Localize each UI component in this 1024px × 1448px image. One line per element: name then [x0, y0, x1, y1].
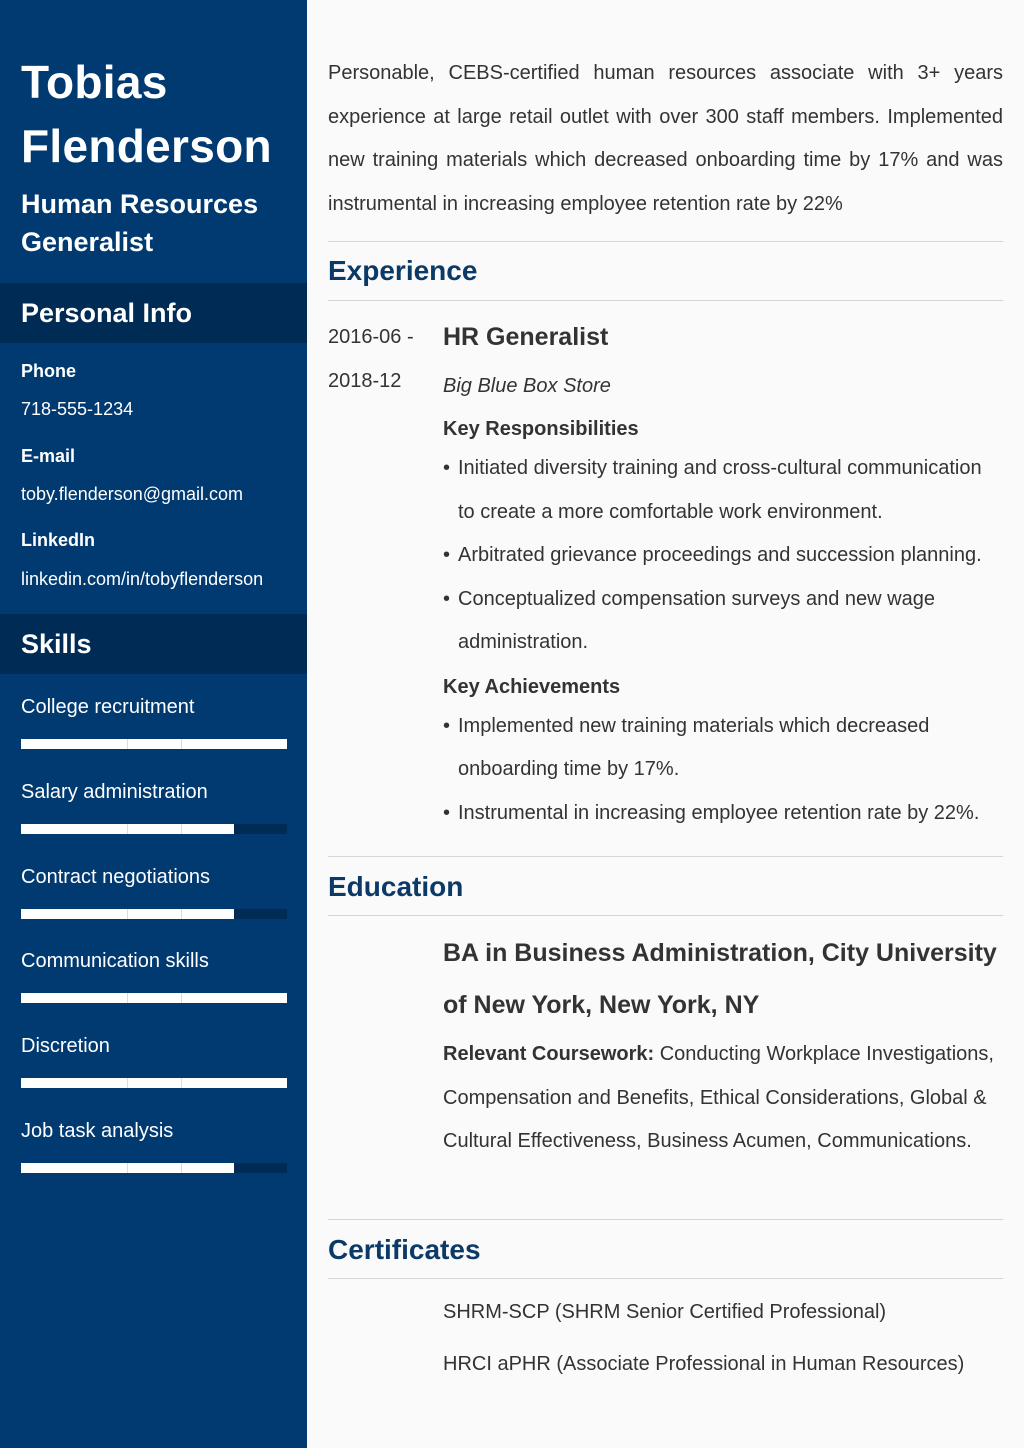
skill-name: Salary administration — [21, 781, 208, 803]
skill-segment-divider — [181, 1078, 182, 1088]
skill-segment-divider — [127, 1078, 128, 1088]
personal-info-heading: Personal Info — [21, 298, 193, 328]
skill-bar — [21, 824, 287, 834]
skill-name: Job task analysis — [21, 1120, 174, 1142]
skill-segment-divider — [181, 824, 182, 834]
linkedin-label: LinkedIn — [21, 530, 96, 550]
divider — [328, 1219, 1003, 1220]
skill-bar — [21, 993, 287, 1003]
skill-segment-divider — [127, 824, 128, 834]
skill-segment-divider — [127, 993, 128, 1003]
coursework-label: Relevant Coursework: — [443, 1043, 655, 1065]
phone-value: 718-555-1234 — [21, 399, 134, 419]
achievements-label: Key Achievements — [443, 675, 621, 698]
skill-segment-divider — [127, 1163, 128, 1173]
achievements-list — [443, 705, 1003, 836]
sidebar — [0, 0, 307, 1448]
skill-name: Discretion — [21, 1035, 110, 1057]
education-heading: Education — [328, 871, 464, 902]
skill-segment-divider — [181, 1163, 182, 1173]
skill-name: Communication skills — [21, 950, 209, 972]
divider — [328, 300, 1003, 301]
divider — [328, 241, 1003, 242]
name-first: Tobias — [21, 56, 168, 108]
list-item: • Initiated diversity training and cross-cultural communication to create a more comfortable work environment. — [443, 447, 1003, 534]
personal-info-band — [0, 283, 307, 343]
skill-bar — [21, 739, 287, 749]
skill-segment-divider — [181, 739, 182, 749]
skills-band — [0, 614, 307, 674]
list-item: • Implemented new training materials which decreased onboarding time by 17%. — [443, 705, 1003, 792]
list-item: • Arbitrated grievance proceedings and succession planning. — [443, 534, 1003, 578]
phone-label: Phone — [21, 361, 77, 381]
certificate-item: SHRM-SCP (SHRM Senior Certified Professional) — [443, 1301, 887, 1323]
list-item: • Conceptualized compensation surveys and new wage administration. — [443, 578, 1003, 665]
skill-segment-divider — [181, 993, 182, 1003]
degree-title: BA in Business Administration, City University of New York, New York, NY — [443, 939, 997, 1019]
divider — [328, 1278, 1003, 1279]
date-start: 2016-06 - — [328, 326, 414, 348]
coursework-text: Conducting Workplace Investigations, Compensation and Benefits, Ethical Considerations, Global & Cultural Effectiveness, Business Acumen, Communications. — [443, 1043, 994, 1152]
email-label: E-mail — [21, 446, 76, 466]
certificate-item: HRCI aPHR (Associate Professional in Human Resources) — [443, 1353, 965, 1375]
coursework — [443, 1033, 1003, 1164]
experience-heading: Experience — [328, 255, 478, 286]
responsibilities-label: Key Responsibilities — [443, 418, 639, 440]
summary-paragraph: Personable, CEBS-certified human resources associate with 3+ years experience at large retail outlet with over 300 staff members. Implemented new training materials which decreased onboarding time by 17% and was instrumental in increasing employee retention rate by 22% — [328, 62, 1003, 215]
skill-segment-divider — [127, 909, 128, 919]
list-item: • Instrumental in increasing employee retention rate by 22%. — [443, 792, 1003, 836]
education-entry — [443, 927, 1003, 1164]
responsibilities-list — [443, 447, 1003, 665]
skill-bar — [21, 909, 287, 919]
skill-level-fill — [21, 1078, 287, 1088]
experience-entry — [443, 322, 1003, 835]
company-name: Big Blue Box Store — [443, 375, 611, 397]
skill-bar — [21, 1078, 287, 1088]
skills-heading: Skills — [21, 629, 92, 659]
job-title-line1: Human Resources — [21, 189, 259, 219]
skill-bar — [21, 1163, 287, 1173]
job-title — [21, 185, 291, 261]
linkedin-value: linkedin.com/in/tobyflenderson — [21, 569, 264, 589]
job-title-line2: Generalist — [21, 227, 154, 257]
skill-name: College recruitment — [21, 696, 195, 718]
candidate-name — [21, 50, 272, 178]
role-title: HR Generalist — [443, 323, 609, 351]
skill-name: Contract negotiations — [21, 866, 211, 888]
name-last: Flenderson — [21, 120, 272, 172]
skill-level-fill — [21, 993, 287, 1003]
certificates-heading: Certificates — [328, 1234, 481, 1265]
experience-dates — [328, 315, 428, 403]
divider — [328, 856, 1003, 857]
date-end: 2018-12 — [328, 370, 402, 392]
divider — [328, 915, 1003, 916]
skill-level-fill — [21, 739, 287, 749]
email-value: toby.flenderson@gmail.com — [21, 484, 244, 504]
skill-segment-divider — [181, 909, 182, 919]
skill-segment-divider — [127, 739, 128, 749]
